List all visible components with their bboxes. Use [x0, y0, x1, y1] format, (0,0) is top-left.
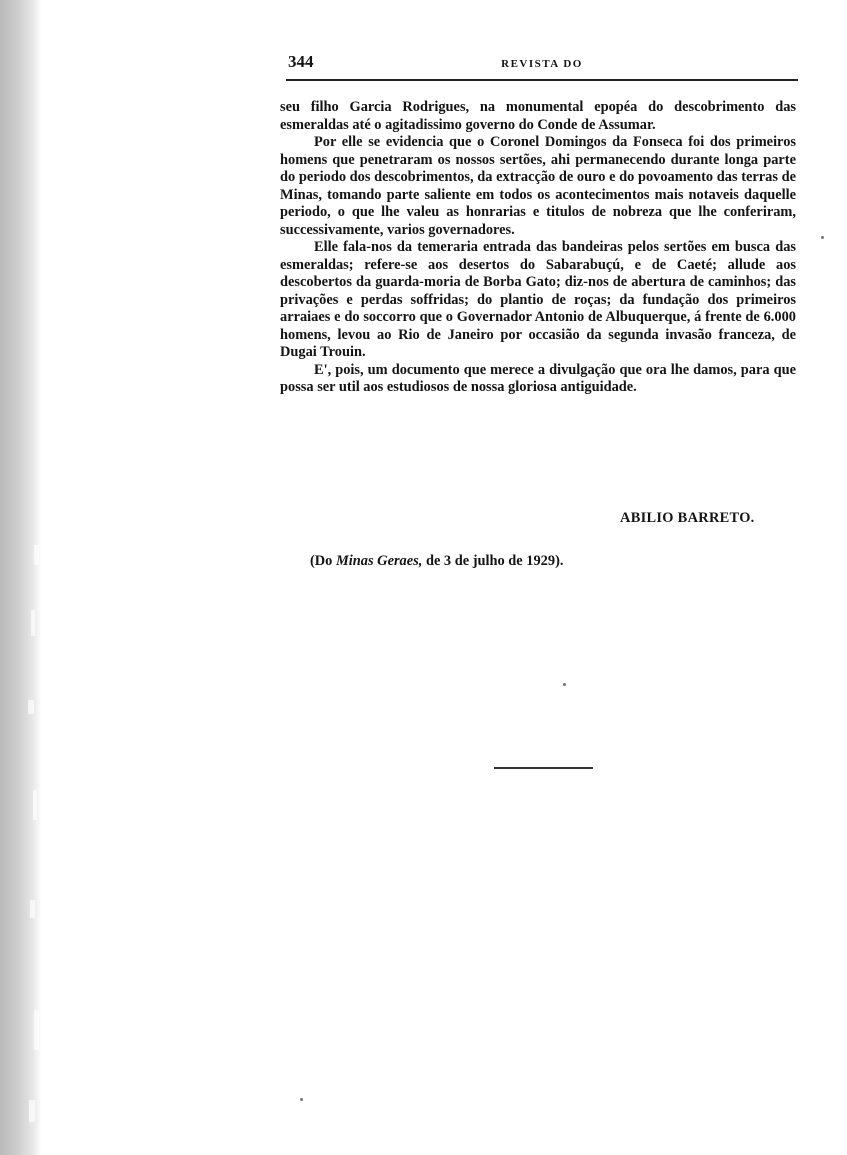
paragraph: seu filho Garcia Rodrigues, na monumental epopéa do descobrimento das esmeraldas até o agitadissimo governo do Conde de Assumar.: [280, 99, 796, 133]
ink-speck: [300, 1098, 303, 1101]
ink-speck: [563, 683, 566, 686]
paragraph: Elle fala-nos da temeraria entrada das bandeiras pelos sertões em busca das esmeraldas; refere-se aos desertos do Sabarabuçú, e de Caeté; allude aos descobertos da guarda-moria de Borba Gato; diz-nos de abertura de caminhos; das privações e perdas soffridas; do plantio de roças; da fundação dos primeiros arraiaes e do soccorro que o Governador Antonio de Albuquerque, á frente de 6.000 homens, levou ao Rio de Janeiro por occasião da segunda invasão franceza, de Dugai Trouin.: [280, 239, 796, 360]
ink-speck: [821, 236, 824, 239]
source-suffix: de 3 de julho de 1929).: [422, 553, 564, 569]
paragraph: Por elle se evidencia que o Coronel Domingos da Fonseca foi dos primeiros homens que penetraram os nossos sertões, ahi permanecendo durante longa parte do periodo dos descobrimentos, da extracção de ouro e do povoamento das terras de Minas, tomando parte saliente em todos os acontecimentos mais notaveis daquelle periodo, o que lhe valeu as honrarias e titulos de nobreza que lhe conferiram, successivamente, varios governadores.: [280, 134, 796, 238]
source-prefix: (Do: [310, 553, 336, 569]
page-number: 344: [288, 52, 314, 71]
author-signature: ABILIO BARRETO.: [620, 510, 755, 526]
paragraph: E', pois, um documento que merece a divulgação que ora lhe damos, para que possa ser util aos estudiosos de nossa gloriosa antiguidade.: [280, 361, 796, 395]
publication-name: Minas Geraes,: [335, 553, 423, 569]
page-header: [286, 52, 798, 80]
end-rule: [494, 767, 593, 769]
running-head: REVISTA DO: [501, 58, 583, 70]
header-rule: [286, 79, 798, 81]
article-body: [280, 99, 796, 397]
source-note: [310, 553, 563, 570]
scanned-page-edge: [0, 0, 42, 1155]
